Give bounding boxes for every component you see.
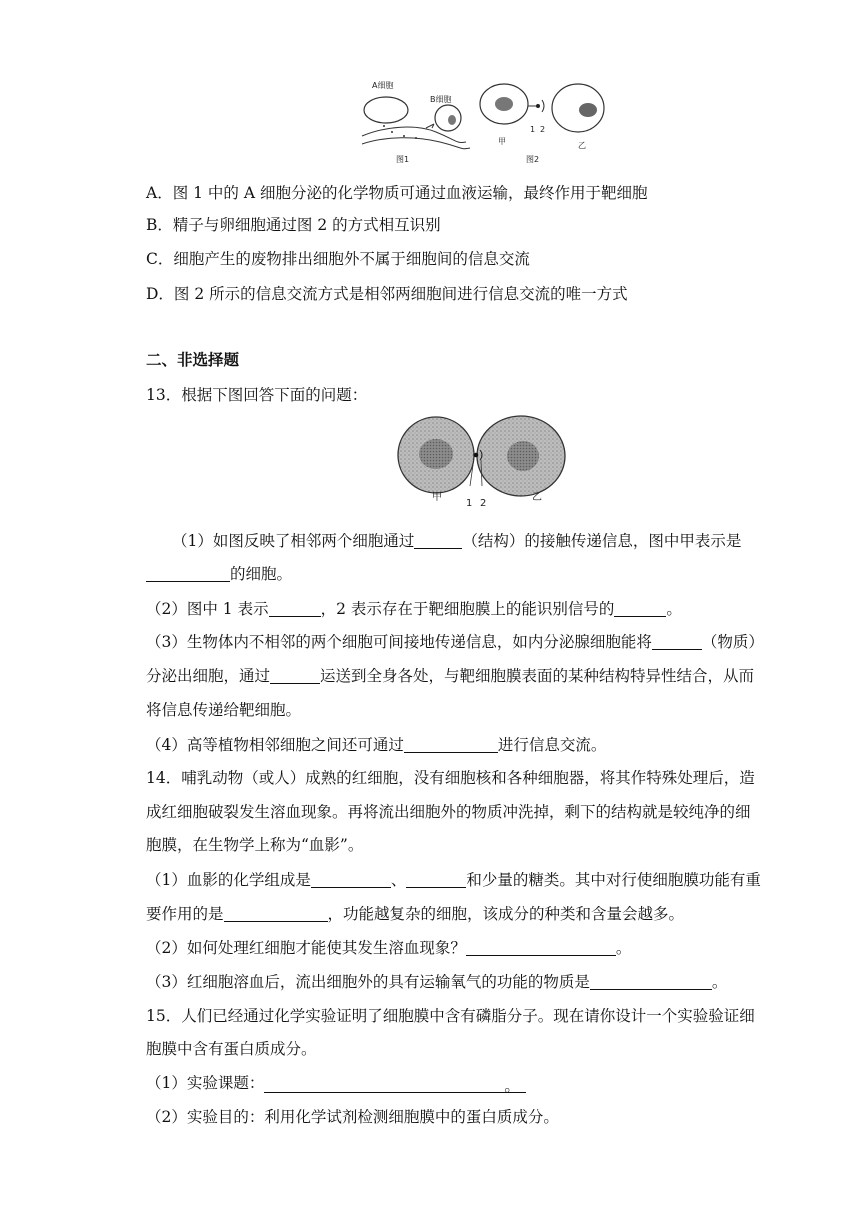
q13-p2-text-a: （2）图中 1 表示 (146, 600, 269, 618)
q14-p1-text-a: （1）血影的化学组成是 (146, 871, 311, 889)
q13-cell-diagram (396, 414, 568, 508)
q14-blank-1[interactable] (311, 869, 391, 888)
q13-part4 (146, 733, 606, 757)
figure-2-n1: 1 (530, 125, 536, 134)
q15-part2: （2）实验目的：利用化学试剂检测细胞膜中的蛋白质成分。 (146, 1108, 559, 1126)
q13-blank-4[interactable] (614, 598, 666, 617)
q13-p3-text-d: 运送到全身各处，与靶细胞膜表面的某种结构特异性结合，从而 (320, 667, 755, 685)
figure-2-right-label: 乙 (578, 141, 586, 150)
q13-p1-text-a: （1）如图反映了相邻两个细胞通过 (172, 532, 415, 550)
q14-stem-line2: 成红细胞破裂发生溶血现象。再将流出细胞外的物质冲洗掉，剩下的结构就是较纯净的细 (146, 803, 751, 821)
q14-part2 (146, 936, 631, 960)
q14-blank-4[interactable] (466, 937, 616, 956)
q15-p1-text-b: 。 (504, 1077, 520, 1095)
q13-stem: 13．根据下图回答下面的问题： (146, 386, 368, 404)
q15-part1 (146, 1071, 526, 1095)
q13-p4-text-b: 进行信息交流。 (497, 736, 607, 754)
q13-figure-left-label: 甲 (432, 492, 442, 503)
figure-2 (480, 84, 604, 164)
q14-stem-line3: 胞膜，在生物学上称为“血影”。 (146, 836, 364, 854)
q13-p2-text-c: 。 (666, 600, 682, 618)
q13-part1-line2 (146, 562, 292, 586)
option-c: C．细胞产生的废物排出细胞外不属于细胞间的信息交流 (146, 250, 530, 268)
figure-2-left-label: 甲 (498, 137, 506, 146)
figure-2-caption: 图2 (526, 155, 540, 164)
q13-p1-text-c: 的细胞。 (230, 565, 293, 583)
q14-p1-text-b: 、 (390, 871, 407, 889)
q13-p2-text-b: ，2 表示存在于靶细胞膜上的能识别信号的 (320, 600, 615, 618)
q13-part3-line3: 将信息传递给靶细胞。 (146, 701, 302, 719)
q14-part3 (146, 970, 727, 994)
q13-blank-6[interactable] (270, 665, 320, 684)
option-d: D．图 2 所示的信息交流方式是相邻两细胞间进行信息交流的唯一方式 (146, 285, 628, 303)
figure-2-n2: 2 (540, 125, 546, 134)
q13-part1-line1 (172, 529, 741, 553)
q13-p4-text-a: （4）高等植物相邻细胞之间还可通过 (146, 736, 404, 754)
q14-blank-5[interactable] (590, 971, 712, 990)
figure-1 (362, 81, 470, 164)
q13-blank-2[interactable] (146, 563, 230, 582)
b-cell-label: B细胞 (430, 95, 452, 104)
a-cell-label: A细胞 (372, 81, 394, 90)
q14-blank-2[interactable] (406, 869, 466, 888)
q14-p2-text-b: 。 (615, 939, 632, 957)
option-b: B．精子与卵细胞通过图 2 的方式相互识别 (146, 216, 441, 234)
q13-figure-n2: 2 (480, 498, 487, 508)
q14-p1-text-e: ，功能越复杂的细胞，该成分的种类和含量会越多。 (327, 905, 685, 923)
q14-blank-3[interactable] (224, 903, 328, 922)
option-a: A．图 1 中的 A 细胞分泌的化学物质可通过血液运输，最终作用于靶细胞 (146, 184, 648, 202)
q13-part2 (146, 597, 682, 621)
q13-blank-5[interactable] (652, 631, 702, 650)
q14-p2-text-a: （2）如何处理红细胞才能使其发生溶血现象？ (146, 939, 466, 957)
q15-blank-1[interactable] (264, 1074, 526, 1093)
q14-p3-text-b: 。 (711, 973, 728, 991)
q15-p1-text-a: （1）实验课题： (146, 1074, 265, 1092)
q13-blank-3[interactable] (269, 598, 321, 617)
q13-figure-right-label: 乙 (532, 492, 542, 503)
q14-part1-line1 (146, 868, 761, 892)
q14-part1-line2 (146, 902, 684, 926)
figure-1-2-diagram (356, 78, 616, 168)
q14-stem-line1: 14．哺乳动物（或人）成熟的红细胞，没有细胞核和各种细胞器，将其作特殊处理后，造 (146, 769, 755, 787)
q15-stem-line1: 15．人们已经通过化学实验证明了细胞膜中含有磷脂分子。现在请你设计一个实验验证细 (146, 1007, 755, 1025)
q13-blank-7[interactable] (404, 734, 498, 753)
q13-blank-1[interactable] (414, 530, 462, 549)
q13-p1-text-b: （结构）的接触传递信息，图中甲表示是 (462, 532, 742, 550)
q14-p3-text-a: （3）红细胞溶血后，流出细胞外的具有运输氧气的功能的物质是 (146, 973, 590, 991)
q14-p1-text-d: 要作用的是 (146, 905, 224, 923)
figure-1-caption: 图1 (396, 155, 410, 164)
q13-figure-n1: 1 (466, 498, 473, 508)
q13-p3-text-a: （3）生物体内不相邻的两个细胞可间接地传递信息，如内分泌腺细胞能将 (146, 633, 652, 651)
q13-part3-line1 (146, 630, 764, 654)
q13-p3-text-b: （物质） (701, 633, 764, 651)
q13-p3-text-c: 分泌出细胞，通过 (146, 667, 271, 685)
q13-part3-line2 (146, 664, 754, 688)
section-title: 二、非选择题 (146, 350, 240, 369)
q14-p1-text-c: 和少量的糖类。其中对行使细胞膜功能有重 (466, 871, 761, 889)
q15-stem-line2: 胞膜中含有蛋白质成分。 (146, 1040, 317, 1058)
